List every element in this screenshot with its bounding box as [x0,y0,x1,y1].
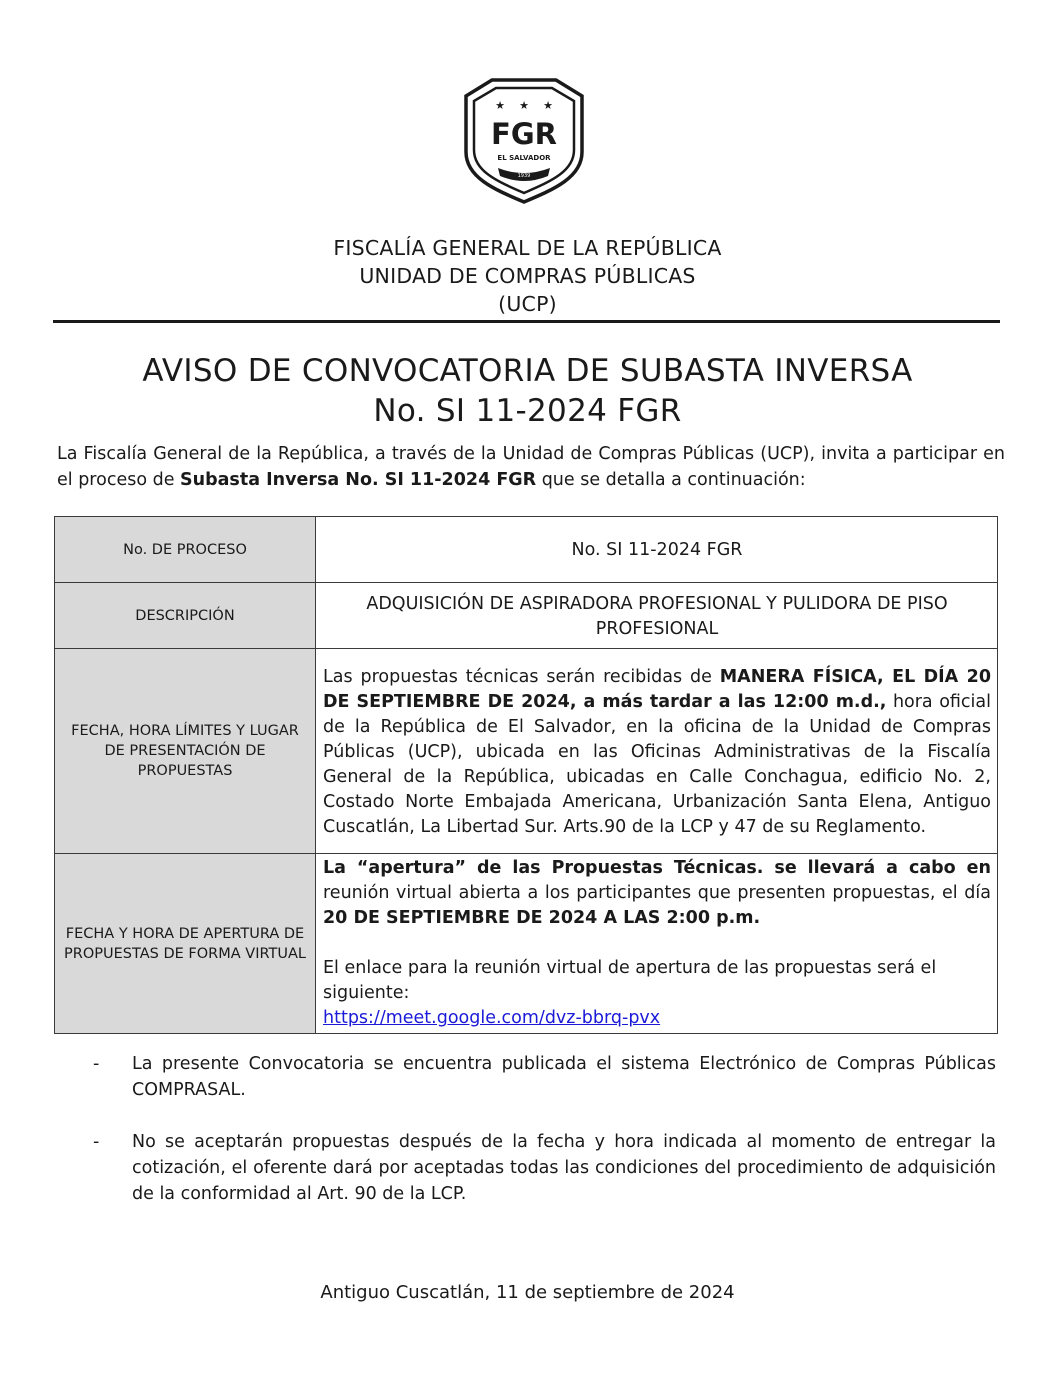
intro-text-1: La Fiscalía General de la República, a través de la Unidad de Compras Públicas (UCP), invita a participar en el proceso de [57,444,1005,490]
header-line-1: FISCALÍA GENERAL DE LA REPÚBLICA [333,236,722,260]
bullet-text: La presente Convocatoria se encuentra publicada el sistema Electrónico de Compras Públicas COMPRASAL. [132,1054,996,1100]
label-submission: FECHA, HORA LÍMITES Y LUGAR DE PRESENTACIÓN DE PROPUESTAS [55,649,316,854]
svg-text:★: ★ [543,99,553,112]
intro-process-number: Subasta Inversa No. SI 11-2024 FGR [180,470,537,490]
label-description: DESCRIPCIÓN [55,583,316,649]
logo-year: 1939 [517,173,531,179]
opening-text-1: reunión virtual abierta a los participantes que presenten propuestas, el día [323,883,991,903]
bullet-dash: - [93,1132,100,1152]
bullet-dash: - [93,1054,100,1074]
title-line-2: No. SI 11-2024 FGR [373,393,682,429]
value-process-number: No. SI 11-2024 FGR [316,517,998,583]
label-process-number: No. DE PROCESO [55,517,316,583]
value-opening [316,854,998,1034]
svg-text:★: ★ [495,99,505,112]
fgr-shield-logo [462,78,586,204]
header-line-3: (UCP) [498,292,557,316]
table-row-opening [55,854,998,1034]
meeting-link[interactable]: https://meet.google.com/dvz-bbrq-pvx [323,1008,661,1028]
opening-link-intro: El enlace para la reunión virtual de apertura de las propuestas será el siguiente: [323,958,937,1003]
label-opening: FECHA Y HORA DE APERTURA DE PROPUESTAS DE FORMA VIRTUAL [55,854,316,1034]
opening-text-bold: La “apertura” de las Propuestas Técnicas. se llevará a cabo en [323,858,991,878]
value-submission [316,649,998,854]
svg-text:★: ★ [519,99,529,112]
table-row-description [55,583,998,649]
opening-datetime: 20 DE SEPTIEMBRE DE 2024 A LAS 2:00 p.m. [323,908,761,928]
value-description: ADQUISICIÓN DE ASPIRADORA PROFESIONAL Y PULIDORA DE PISO PROFESIONAL [316,583,998,649]
bullet-item-publication [93,1051,996,1103]
title-line-1: AVISO DE CONVOCATORIA DE SUBASTA INVERSA [142,353,913,389]
logo-subtext: EL SALVADOR [497,154,551,162]
table-row-process-number [55,517,998,583]
submission-deadline: MANERA FÍSICA, EL DÍA 20 DE SEPTIEMBRE DE 2024, a más tardar a las 12:00 m.d., [323,666,991,712]
bullet-item-conditions [93,1129,996,1207]
notice-title [0,351,1055,431]
submission-text-2: hora oficial de la República de El Salvador, en la oficina de la Unidad de Compras Públicas (UCP), ubicada en las Oficinas Administrativas de la Fiscalía General de la República, ubicadas en Calle Conchagua, edificio No. 2, Costado Norte Embajada Americana, Urbanización Santa Elena, Antiguo Cuscatlán, La Libertad Sur. Arts.90 de la LCP y 47 de su Reglamento. [323,691,991,837]
header-line-2: UNIDAD DE COMPRAS PÚBLICAS [359,264,696,288]
table-row-submission [55,649,998,854]
institution-header [0,234,1055,318]
logo-text: FGR [491,117,557,151]
header-divider [53,320,1000,323]
intro-text-2: que se detalla a continuación: [536,470,806,490]
bullet-text: No se aceptarán propuestas después de la fecha y hora indicada al momento de entregar la cotización, el oferente dará por aceptadas todas las condiciones del procedimiento de adquisición de la conformidad al Art. 90 de la LCP. [132,1132,996,1204]
process-details-table [54,516,998,1034]
intro-paragraph [57,441,1005,493]
place-and-date: Antiguo Cuscatlán, 11 de septiembre de 2024 [320,1282,735,1303]
submission-text-1: Las propuestas técnicas serán recibidas de [323,666,720,687]
